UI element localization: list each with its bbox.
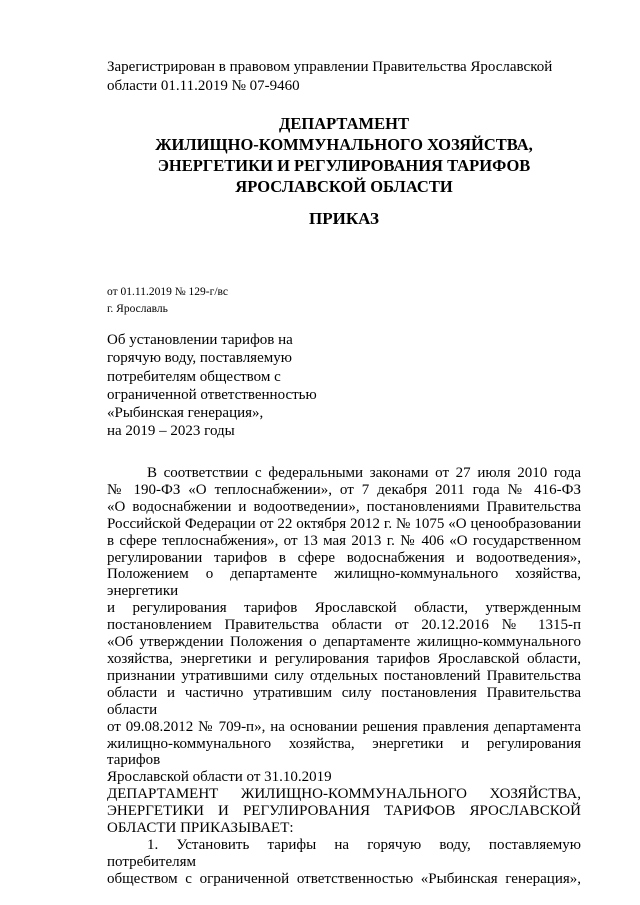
body-line: в сфере теплоснабжения», от 13 мая 2013 г. № 406 «О государственном xyxy=(107,532,581,549)
resolution-line: ДЕПАРТАМЕНТ ЖИЛИЩНО-КОММУНАЛЬНОГО ХОЗЯЙСТВА, xyxy=(107,786,581,803)
department-line: ДЕПАРТАМЕНТ xyxy=(279,114,409,133)
subject-line: на 2019 – 2023 годы xyxy=(107,423,235,440)
body-line: от 09.08.2012 № 709-п», на основании решения правления департамента xyxy=(107,718,581,735)
order-subject xyxy=(107,331,367,441)
department-heading xyxy=(107,113,581,197)
body-line: № 190-ФЗ «О теплоснабжении», от 7 декабря 2011 года № 416-ФЗ xyxy=(107,481,581,498)
body-line: «О водоснабжении и водоотведении», постановлениями Правительства xyxy=(107,498,581,515)
order-body xyxy=(107,465,581,888)
body-line: постановлением Правительства области от 20.12.2016 № 1315-п xyxy=(107,617,581,634)
registration-line: области 01.11.2019 № 07-9460 xyxy=(107,78,300,94)
order-title: ПРИКАЗ xyxy=(309,209,379,228)
order-meta xyxy=(107,284,407,318)
body-line: области и частично утратившим силу постановления Правительства области xyxy=(107,684,581,718)
registration-note xyxy=(107,58,577,96)
subject-line: «Рыбинская генерация», xyxy=(107,405,264,422)
body-line: Положением о департаменте жилищно-коммунального хозяйства, энергетики xyxy=(107,566,581,600)
body-line: В соответствии с федеральными законами от 27 июля 2010 года xyxy=(147,465,581,481)
subject-line: горячую воду, поставляемую xyxy=(107,350,292,367)
subject-line: ограниченной ответственностью xyxy=(107,386,317,403)
body-line: и регулирования тарифов Ярославской области, утвержденным xyxy=(107,600,581,617)
body-line: жилищно-коммунального хозяйства, энергетики и регулирования тарифов xyxy=(107,735,581,769)
body-line: регулировании тарифов в сфере водоснабжения и водоотведения», xyxy=(107,549,581,566)
department-line: ЖИЛИЩНО-КОММУНАЛЬНОГО ХОЗЯЙСТВА, xyxy=(155,135,533,154)
registration-line: Зарегистрирован в правовом управлении Правительства Ярославской xyxy=(107,59,553,75)
department-line: ЭНЕРГЕТИКИ И РЕГУЛИРОВАНИЯ ТАРИФОВ xyxy=(157,156,531,175)
department-line: ЯРОСЛАВСКОЙ ОБЛАСТИ xyxy=(235,177,453,196)
subject-line: потребителям обществом с xyxy=(107,368,281,385)
item-line: обществом с ограниченной ответственностью «Рыбинская генерация», xyxy=(107,870,581,887)
resolution-line: ОБЛАСТИ ПРИКАЗЫВАЕТ: xyxy=(107,820,294,837)
order-date-number: от 01.11.2019 № 129-г/вс xyxy=(107,286,229,298)
body-line: «Об утверждении Положения о департаменте жилищно-коммунального xyxy=(107,634,581,651)
body-line: Российской Федерации от 22 октября 2012 г. № 1075 «О ценообразовании xyxy=(107,515,581,532)
order-city: г. Ярославль xyxy=(107,303,168,315)
body-line: признании утратившими силу отдельных постановлений Правительства xyxy=(107,667,581,684)
item-line: 1. Установить тарифы на горячую воду, поставляемую потребителям xyxy=(107,836,581,870)
resolution-line: ЭНЕРГЕТИКИ И РЕГУЛИРОВАНИЯ ТАРИФОВ ЯРОСЛАВСКОЙ xyxy=(107,803,581,820)
body-line: хозяйства, энергетики и регулирования тарифов Ярославской области, xyxy=(107,650,581,667)
body-line: Ярославской области от 31.10.2019 xyxy=(107,769,332,786)
subject-line: Об установлении тарифов на xyxy=(107,332,293,348)
